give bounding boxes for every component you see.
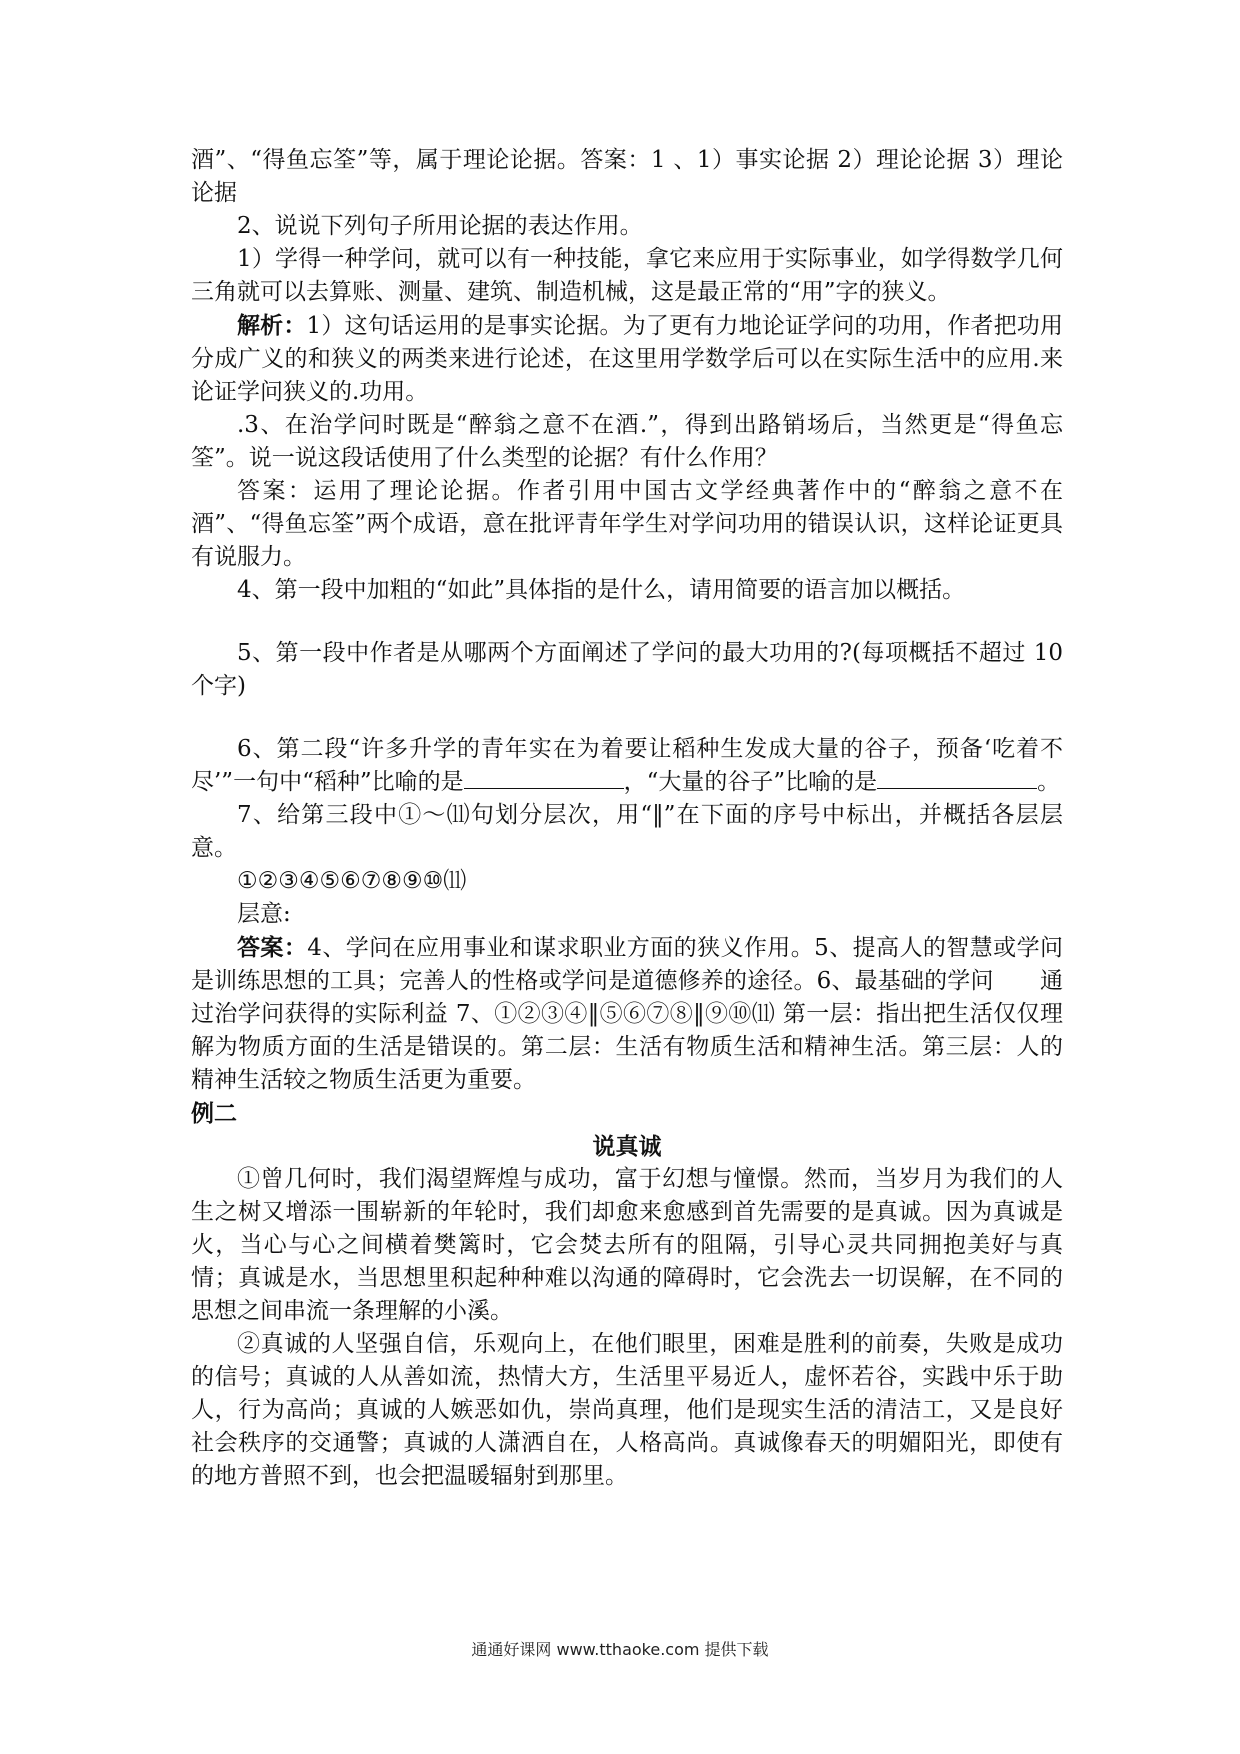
analysis-label: 解析：: [237, 312, 307, 339]
answer-continuation: 酒”、“得鱼忘筌”等，属于理论论据。答案：1 、1）事实论据 2）理论论据 3）理论论据: [191, 147, 1063, 206]
sentence-numbers: ①②③④⑤⑥⑦⑧⑨⑩⑾: [237, 868, 467, 894]
question-6-text-c: 。: [1037, 769, 1061, 795]
layer-meaning-label: 层意:: [237, 901, 291, 927]
question-6-text-b: ，“大量的谷子”比喻的是: [623, 769, 878, 795]
answer-text: 4、学问在应用事业和谋求职业方面的狭义作用。5、提高人的智慧或学问是训练思想的工具；完善人的性格或学问是道德修养的途径。6、最基础的学问 通过治学问获得的实际利益 7、①②③④‖⑤⑥⑦⑧‖⑨⑩⑾ 第一层：指出把生活仅仅理解为物质方面的生活是错误的。第二层：生活有物质生活和精神生活。第三层：人的精神生活较之物质生活更为重要。: [191, 935, 1063, 1093]
question-6: [191, 733, 1063, 799]
fill-blank-1[interactable]: [464, 766, 624, 789]
example-heading: 例二: [191, 1100, 237, 1127]
analysis-text: 1）这句话运用的是事实论据。为了更有力地论证学问的功用，作者把功用分成广义的和狭义的两类来进行论述，在这里用学数学后可以在实际生活中的应用.来论证学问狭义的.功用。: [191, 313, 1063, 405]
analysis-paragraph: [191, 309, 1063, 409]
article-title: 说真诚: [592, 1133, 662, 1160]
question-5: 5、第一段中作者是从哪两个方面阐述了学问的最大功用的?(每项概括不超过 10 个字): [191, 640, 1063, 699]
question-2: 2、说说下列句子所用论据的表达作用。: [237, 213, 643, 239]
question-2-sentence: 1）学得一种学问，就可以有一种技能，拿它来应用于实际事业，如学得数学几何三角就可以去算账、测量、建筑、制造机械，这是最正常的“用”字的狭义。: [191, 246, 1063, 305]
article-paragraph-2: ②真诚的人坚强自信，乐观向上，在他们眼里，困难是胜利的前奏，失败是成功的信号；真诚的人从善如流，热情大方，生活里平易近人，虚怀若谷，实践中乐于助人，行为高尚；真诚的人嫉恶如仇，崇尚真理，他们是现实生活的清洁工，又是良好社会秩序的交通警；真诚的人潇洒自在，人格高尚。真诚像春天的明媚阳光，即使有的地方普照不到，也会把温暖辐射到那里。: [191, 1331, 1063, 1489]
question-3: .3、在治学问时既是“醉翁之意不在酒.”，得到出路销场后，当然更是“得鱼忘筌”。说一说这段话使用了什么类型的论据？有什么作用？: [191, 412, 1063, 471]
question-6-text-a: 6、第二段“许多升学的青年实在为着要让稻种生发成大量的谷子，预备‘吃着不尽’”一句中“稻种”比喻的是: [191, 736, 1063, 795]
answer-3: 答案：运用了理论论据。作者引用中国古文学经典著作中的“醉翁之意不在酒”、“得鱼忘筌”两个成语，意在批评青年学生对学问功用的错误认识，这样论证更具有说服力。: [191, 478, 1063, 570]
answer-label: 答案：: [237, 934, 308, 961]
question-4: 4、第一段中加粗的“如此”具体指的是什么，请用简要的语言加以概括。: [237, 577, 966, 603]
document-body: [191, 144, 1063, 1493]
question-7: 7、给第三段中①～⑾句划分层次，用“‖”在下面的序号中标出，并概括各层层意。: [191, 802, 1063, 861]
answer-space: [191, 607, 1063, 637]
article-paragraph-1: ①曾几何时，我们渴望辉煌与成功，富于幻想与憧憬。然而，当岁月为我们的人生之树又增添一围崭新的年轮时，我们却愈来愈感到首先需要的是真诚。因为真诚是火，当心与心之间横着樊篱时，它会焚去所有的阻隔，引导心灵共同拥抱美好与真情；真诚是水，当思想里积起种种难以沟通的障碍时，它会洗去一切误解，在不同的思想之间串流一条理解的小溪。: [191, 1166, 1063, 1324]
page-footer: 通通好课网 www.tthaoke.com 提供下载: [471, 1640, 769, 1659]
answer-paragraph: [191, 931, 1063, 1097]
fill-blank-2[interactable]: [877, 766, 1037, 789]
answer-space: [191, 703, 1063, 733]
